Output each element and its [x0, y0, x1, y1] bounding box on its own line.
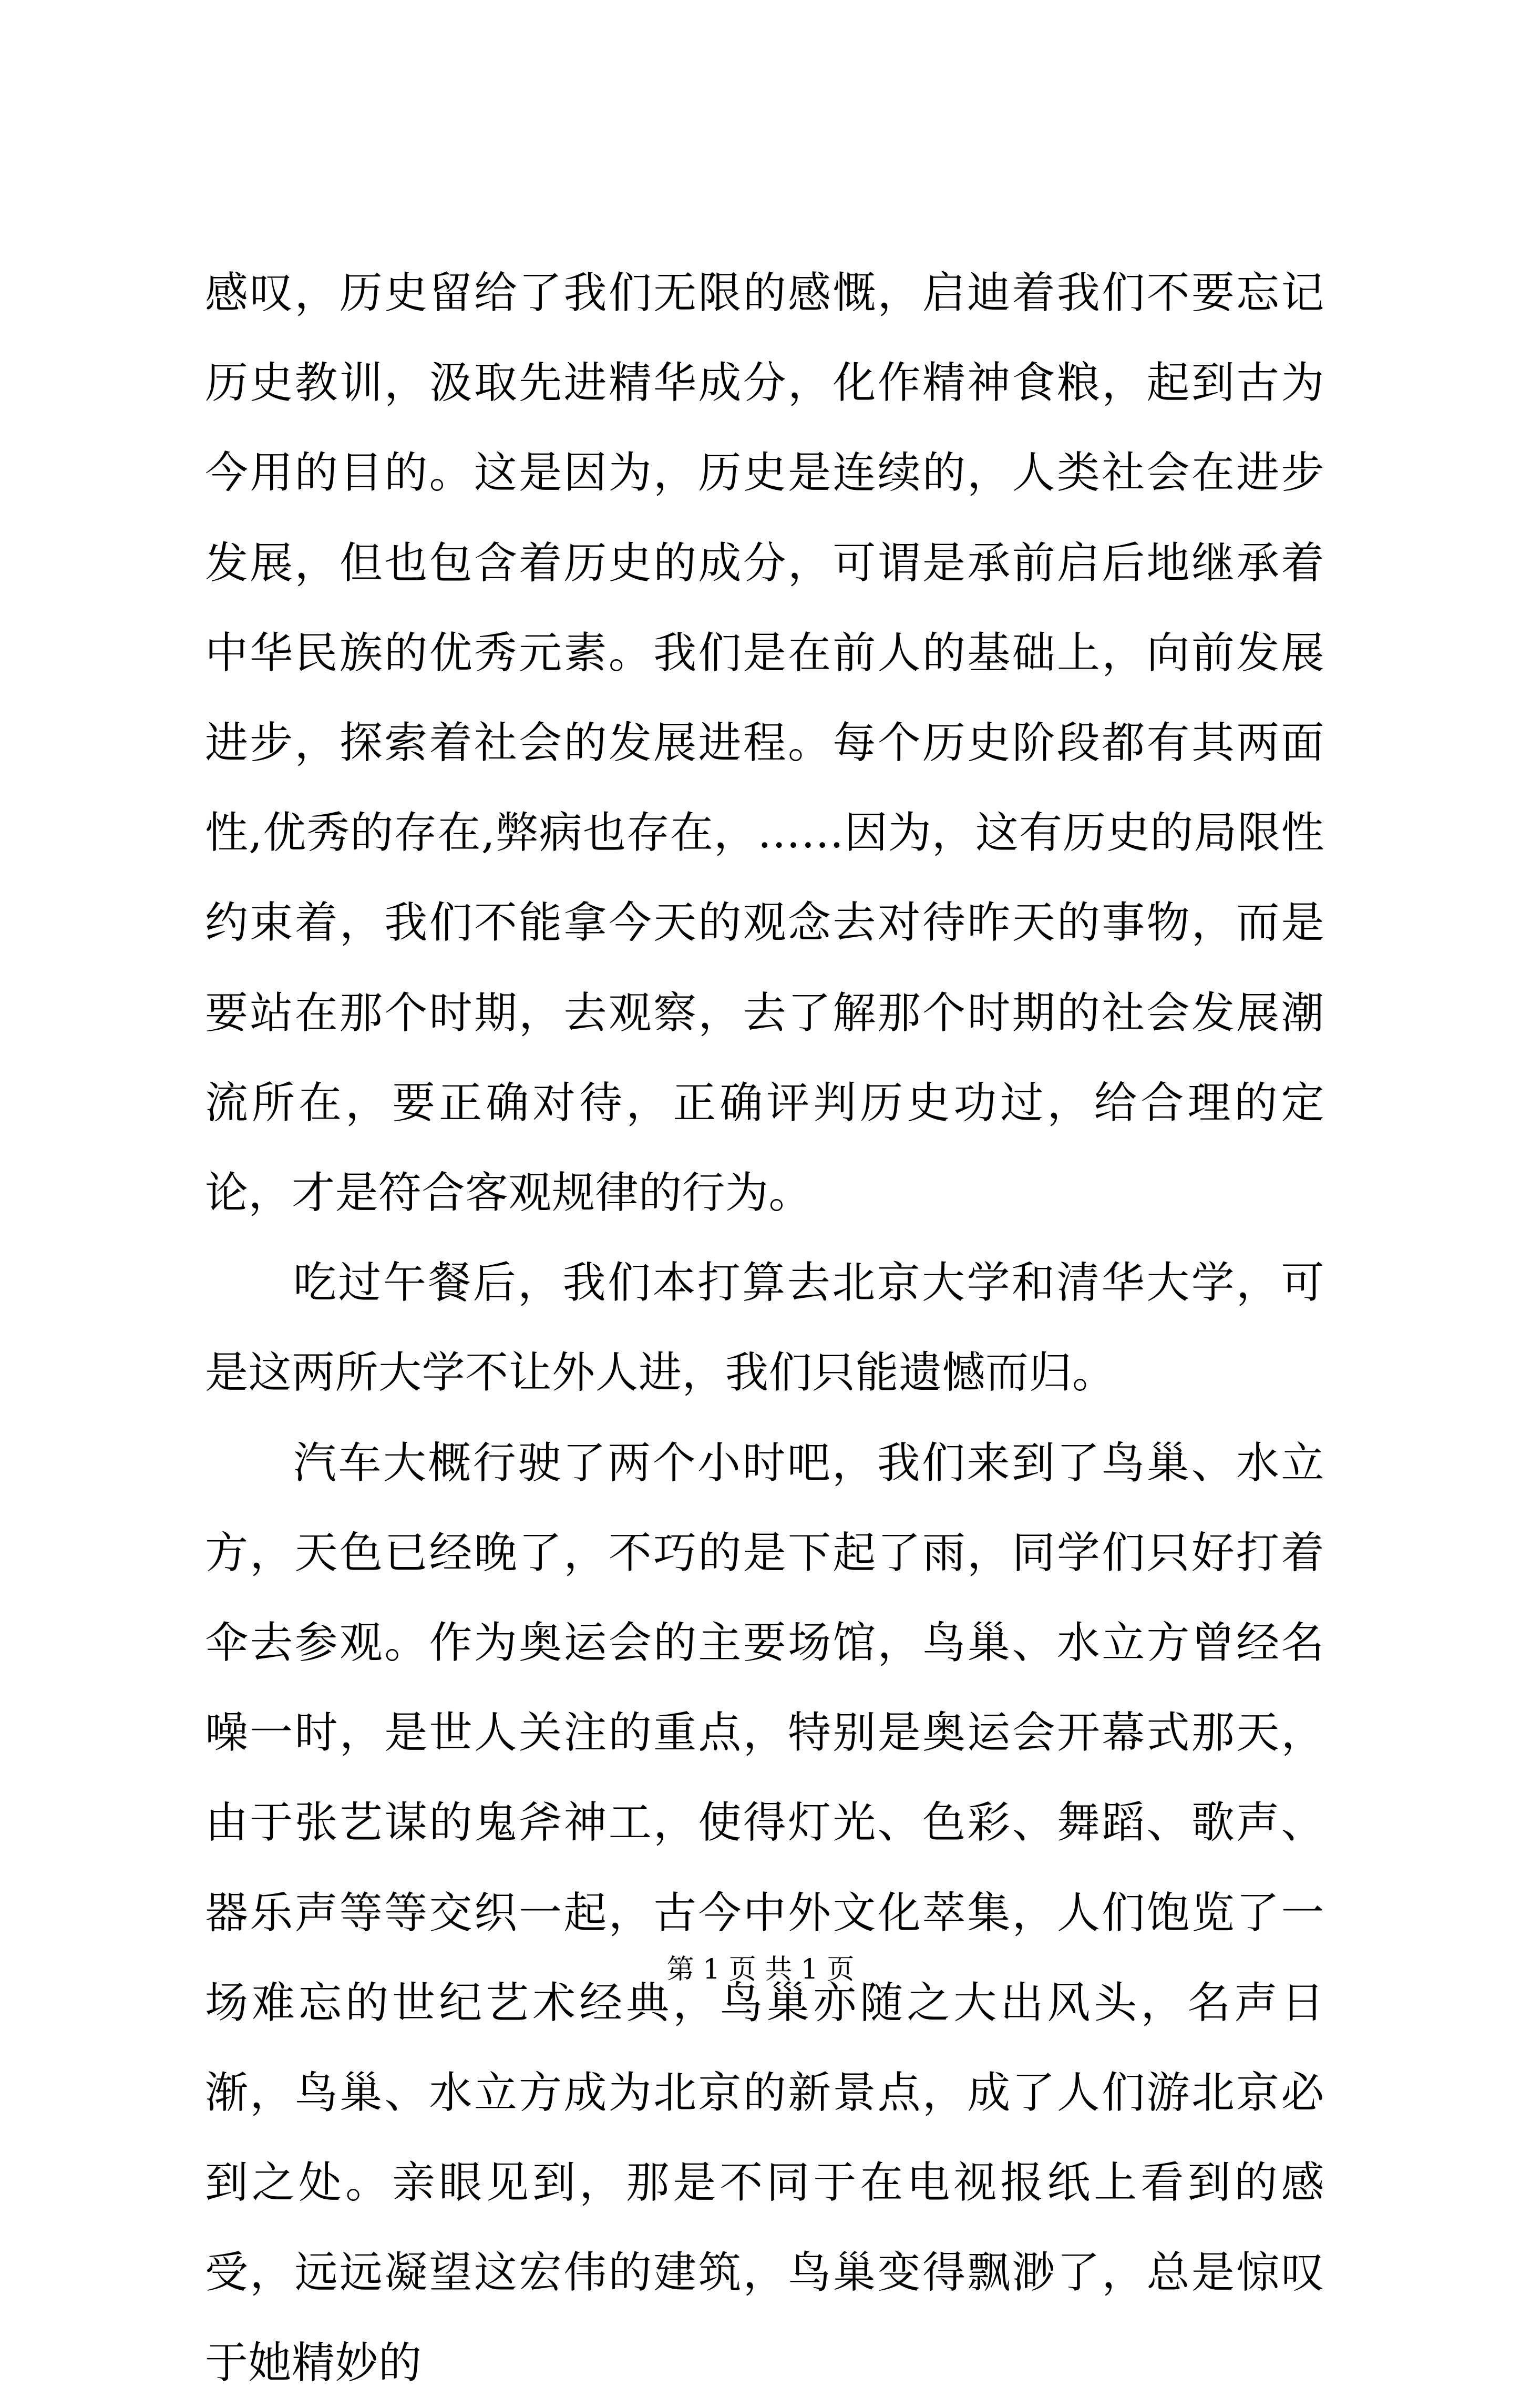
paragraph-3: 汽车大概行驶了两个小时吧，我们来到了鸟巢、水立方，天色已经晚了，不巧的是下起了雨，同学们只好打着伞去参观。作为奥运会的主要场馆，鸟巢、水立方曾经名噪一时，是世人关注的重点，特别是奥运会开幕式那天，由于张艺谋的鬼斧神工，使得灯光、色彩、舞蹈、歌声、器乐声等等交织一起，古今中外文化萃集，人们饱览了一场难忘的世纪艺术经典，鸟巢亦随之大出风头，名声日渐，鸟巢、水立方成为北京的新景点，成了人们游北京必到之处。亲眼见到，那是不同于在电视报纸上看到的感受，远远凝望这宏伟的建筑，鸟巢变得飘渺了，总是惊叹于她精妙的: [205, 1438, 1324, 2388]
page-footer: 第 1 页 共 1 页: [666, 1954, 855, 1985]
body-text: [205, 248, 1324, 2408]
paragraph-1: 感叹，历史留给了我们无限的感慨，启迪着我们不要忘记历史教训，汲取先进精华成分，化作精神食粮，起到古为今用的目的。这是因为，历史是连续的，人类社会在进步发展，但也包含着历史的成分，可谓是承前启后地继承着中华民族的优秀元素。我们是在前人的基础上，向前发展进步，探索着社会的发展进程。每个历史阶段都有其两面性,优秀的存在,弊病也存在，……因为，这有历史的局限性约束着，我们不能拿今天的观念去对待昨天的事物，而是要站在那个时期，去观察，去了解那个时期的社会发展潮流所在，要正确对待，正确评判历史功过，给合理的定论，才是符合客观规律的行为。: [205, 268, 1324, 1218]
paragraph-2: 吃过午餐后，我们本打算去北京大学和清华大学，可是这两所大学不让外人进，我们只能遗憾而归。: [205, 1258, 1324, 1398]
